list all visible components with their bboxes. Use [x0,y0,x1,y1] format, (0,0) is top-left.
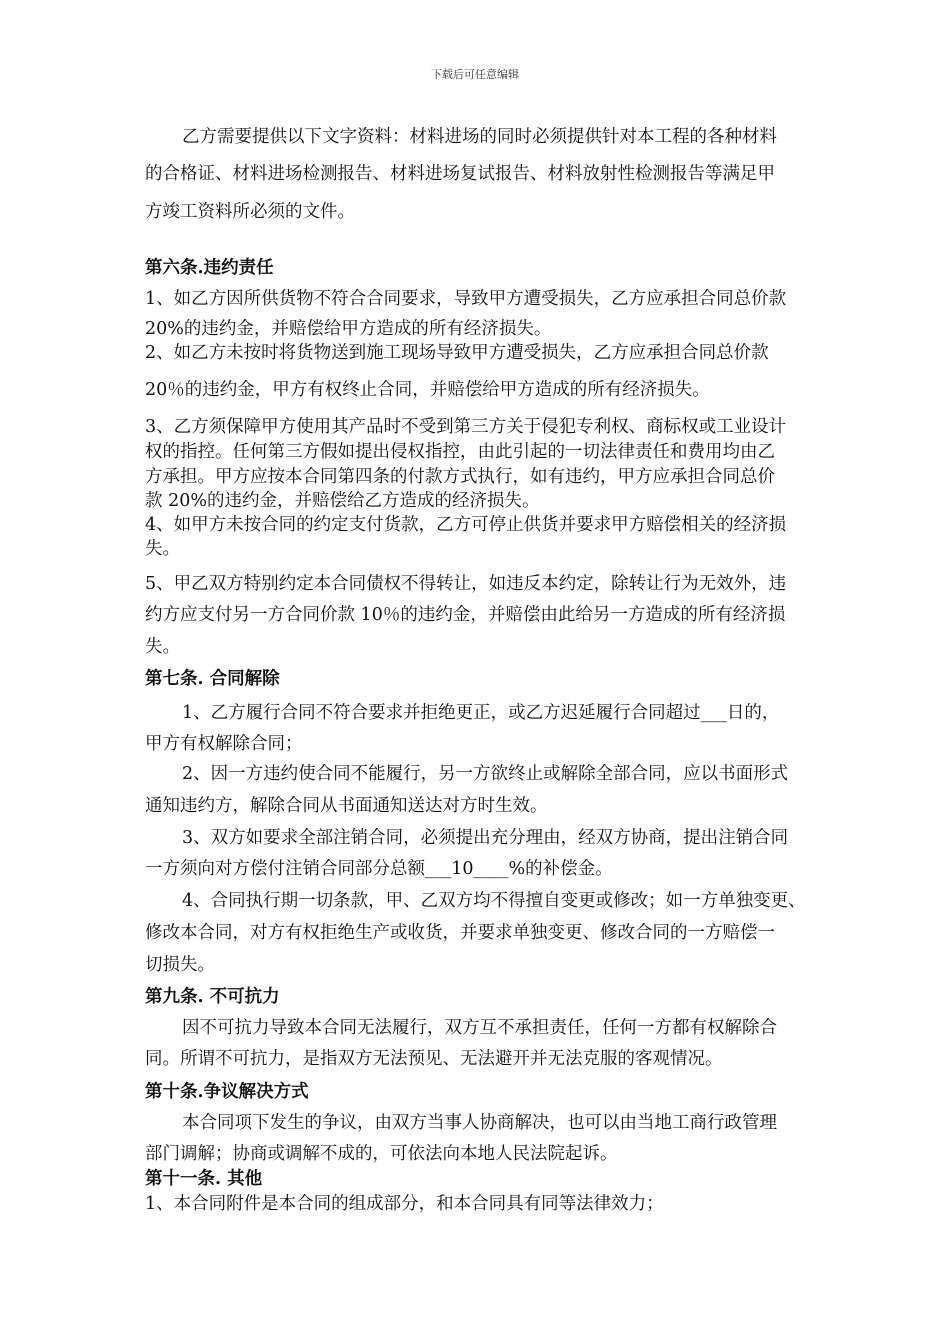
paragraph-line: 约方应支付另一方合同价款 10％的违约金，并赔偿由此给另一方造成的所有经济损 [145,605,786,625]
section-heading: 第七条. 合同解除 [145,669,280,689]
section-heading: 第六条.违约责任 [145,258,274,278]
page-header: 下载后可任意编辑 [431,68,519,81]
paragraph-line: 3、乙方须保障甲方使用其产品时不受到第三方关于侵犯专利权、商标权或工业设计 [145,417,787,437]
paragraph-line: 通知违约方，解除合同从书面通知送达对方时生效。 [145,796,548,816]
paragraph-line: 一方须向对方偿付注销合同部分总额___10____%的补偿金。 [145,859,613,879]
paragraph-line: 款 20%的违约金，并赔偿给乙方造成的经济损失。 [145,491,540,511]
paragraph-line: 4、合同执行期一切条款，甲、乙双方均不得擅自变更或修改；如一方单独变更、 [182,891,806,911]
section-heading: 第九条. 不可抗力 [145,987,280,1007]
section-heading: 第十一条. 其他 [145,1169,263,1189]
paragraph-line: 切损失。 [145,955,215,975]
paragraph-line: 部门调解；协商或调解不成的，可依法向本地人民法院起诉。 [145,1144,618,1164]
paragraph-line: 1、乙方履行合同不符合要求并拒绝更正，或乙方迟延履行合同超过___日的， [182,703,780,723]
paragraph-line: 1、如乙方因所供货物不符合合同要求，导致甲方遭受损失，乙方应承担合同总价款 [145,289,787,309]
paragraph-line: 权的指控。任何第三方假如提出侵权指控，由此引起的一切法律责任和费用均由乙 [145,442,775,462]
paragraph-line: 同。所谓不可抗力，是指双方无法预见、无法避开并无法克服的客观情况。 [145,1049,723,1069]
paragraph-line: 修改本合同，对方有权拒绝生产或收货，并要求单独变更、修改合同的一方赔偿一 [145,923,775,943]
paragraph-line: 20%的违约金，并赔偿给甲方造成的所有经济损失。 [145,319,552,339]
paragraph-line: 失。 [145,539,180,559]
paragraph-line: 2、如乙方未按时将货物送到施工现场导致甲方遭受损失，乙方应承担合同总价款 [145,343,769,363]
section-heading: 第十条.争议解决方式 [145,1082,309,1102]
paragraph-line: 方竣工资料所必须的文件。 [145,202,355,222]
paragraph-line: 3、双方如要求全部注销合同，必须提出充分理由，经双方协商，提出注销合同 [182,828,789,848]
paragraph-line: 失。 [145,637,180,657]
paragraph-line: 4、如甲方未按合同的约定支付货款，乙方可停止供货并要求甲方赔偿相关的经济损 [145,515,787,535]
paragraph-line: 本合同项下发生的争议，由双方当事人协商解决，也可以由当地工商行政管理 [182,1113,777,1133]
paragraph-line: 方承担。甲方应按本合同第四条的付款方式执行，如有违约，甲方应承担合同总价 [145,467,775,487]
paragraph-line: 乙方需要提供以下文字资料：材料进场的同时必须提供针对本工程的各种材料 [182,127,777,147]
paragraph-line: 1、本合同附件是本合同的组成部分，和本合同具有同等法律效力； [145,1194,664,1214]
paragraph-line: 因不可抗力导致本合同无法履行，双方互不承担责任，任何一方都有权解除合 [182,1018,777,1038]
paragraph-line: 甲方有权解除合同； [145,734,303,754]
paragraph-line: 20％的违约金，甲方有权终止合同，并赔偿给甲方造成的所有经济损失。 [145,380,710,400]
paragraph-line: 2、因一方违约使合同不能履行，另一方欲终止或解除全部合同，应以书面形式 [182,764,789,784]
paragraph-line: 5、甲乙双方特别约定本合同债权不得转让，如违反本约定，除转让行为无效外，违 [145,574,787,594]
paragraph-line: 的合格证、材料进场检测报告、材料进场复试报告、材料放射性检测报告等满足甲 [145,164,775,184]
